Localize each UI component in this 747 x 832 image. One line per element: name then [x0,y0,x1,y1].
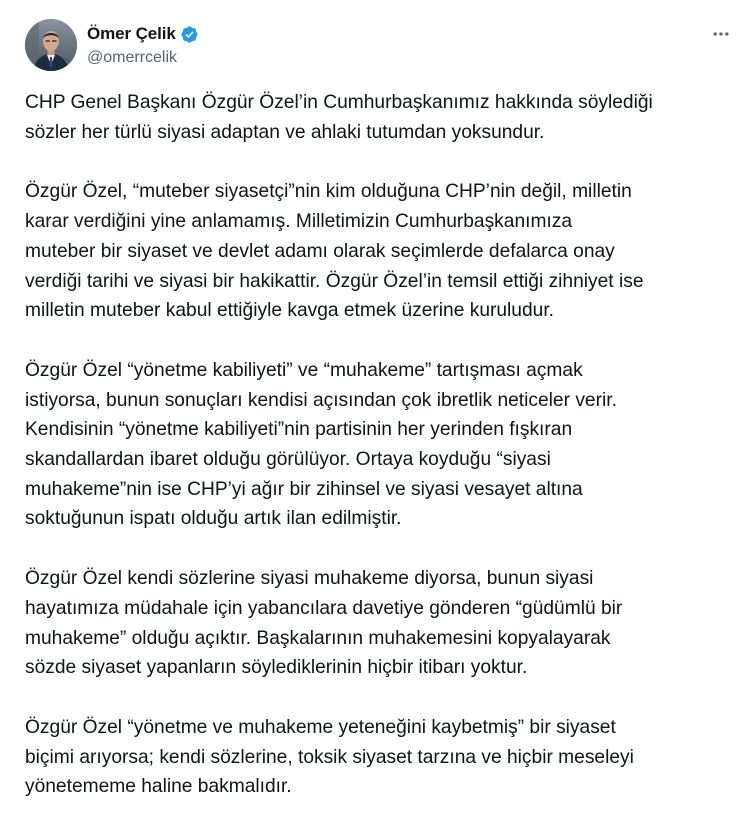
name-row [87,23,199,45]
tweet-paragraph [25,88,737,147]
tweet-text-line: Özgür Özel “yönetme ve muhakeme yeteneğini kaybetmiş” bir siyaset [25,716,616,738]
tweet-text-line: sözde siyaset yapanların söylediklerinin hiçbir itibarı yoktur. [25,657,528,679]
tweet-text-line: Kendisinin “yönetme kabiliyeti”nin partisinin her yerinden fışkıran [25,419,573,441]
tweet-text-line: Özgür Özel “yönetme kabiliyeti” ve “muhakeme” tartışması açmak [25,359,583,381]
tweet-text-line: karar verdiğini yine anlamamış. Milletimizin Cumhurbaşkanımıza [25,211,573,233]
tweet-text-line: istiyorsa, bunun sonuçları kendisi açısından çok ibretlik neticeler verir. [25,389,617,411]
tweet-text-line: hayatımıza müdahale için yabancılara davetiye gönderen “güdümlü bir [25,597,623,619]
tweet-text-line: verdiği tarihi ve siyasi bir hakikattir. Özgür Özel’in temsil ettiği zihniyet ise [25,270,644,292]
tweet-text-line: muteber bir siyaset ve devlet adamı olarak seçimlerde defalarca onay [25,240,615,262]
tweet-text [25,88,737,832]
tweet-text-line: Özgür Özel kendi sözlerine siyasi muhakeme diyorsa, bunun siyasi [25,568,594,590]
author-handle[interactable]: @omerrcelik [87,49,178,66]
tweet-text-line: Özgür Özel, “muteber siyasetçi”nin kim olduğuna CHP’nin değil, milletin [25,181,632,203]
tweet-text-line: yönetememe haline bakmalıdır. [25,776,292,798]
tweet-text-line: soktuğunun ispatı olduğu artık ilan edilmiştir. [25,508,402,530]
tweet-text-line: muhakeme” olduğu açıktır. Başkalarının muhakemesini kopyalayarak [25,627,611,649]
more-horizontal-icon [711,24,731,44]
avatar[interactable] [25,19,77,71]
more-options-button[interactable] [709,22,733,46]
author-name[interactable]: Ömer Çelik [87,24,176,43]
profile-photo-icon [25,19,77,71]
tweet-paragraph [25,564,737,683]
tweet-text-line: milletin muteber kabul ettiğiyle kavga etmek üzerine kuruludur. [25,300,554,322]
tweet-text-line: muhakeme”nin ise CHP’yi ağır bir zihinsel ve siyasi vesayet altına [25,478,583,500]
tweet-text-line: CHP Genel Başkanı Özgür Özel’in Cumhurbaşkanımız hakkında söylediği [25,92,653,113]
tweet-text-line: biçimi arıyorsa; kendi sözlerine, toksik siyaset tarzına ve hiçbir meseleyi [25,746,634,768]
author-info [87,23,199,67]
tweet-paragraph [25,177,737,326]
tweet-header [25,19,199,71]
tweet-paragraph [25,713,737,802]
verified-badge-icon [180,25,199,44]
tweet-text-line: sözler her türlü siyasi adaptan ve ahlaki tutumdan yoksundur. [25,121,545,143]
tweet-paragraph [25,356,737,534]
tweet-text-line: skandallardan ibaret olduğu görülüyor. Ortaya koyduğu “siyasi [25,449,551,471]
